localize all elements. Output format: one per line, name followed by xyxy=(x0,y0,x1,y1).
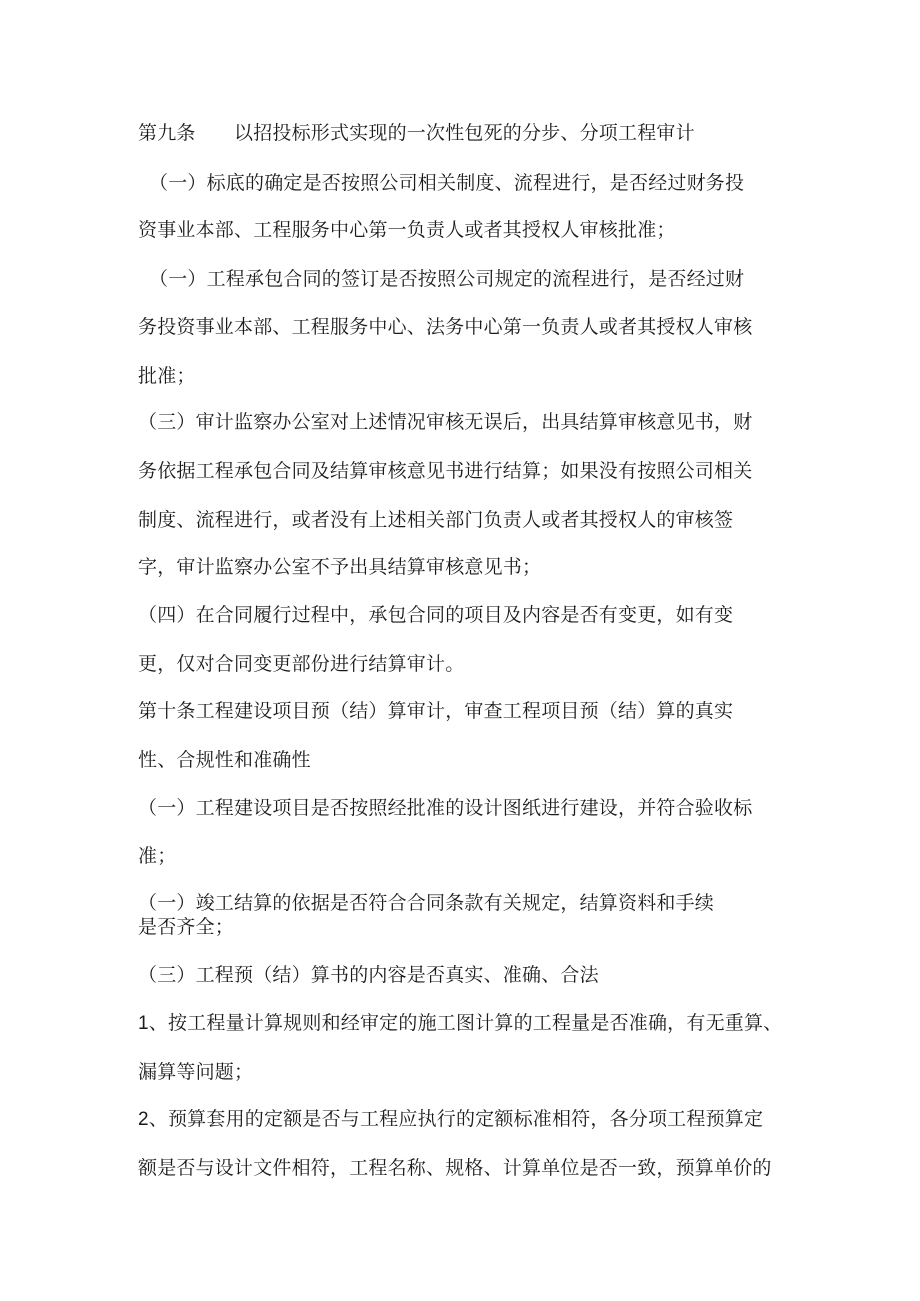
list-item-1: 1、按工程量计算规则和经审定的施工图计算的工程量是否准确，有无重算、 xyxy=(138,1013,783,1034)
paragraph-line: （一）工程建设项目是否按照经批准的设计图纸进行建设，并符合验收标 xyxy=(138,797,753,819)
paragraph-line: （一）标底的确定是否按照公司相关制度、流程进行，是否经过财务投 xyxy=(149,172,745,194)
paragraph-line: （一）竣工结算的依据是否符合合同条款有关规定，结算资料和手续 xyxy=(138,892,715,914)
paragraph-line: 是否齐全； xyxy=(138,916,235,938)
paragraph-line: （四）在合同履行过程中，承包合同的项目及内容是否有变更，如有变 xyxy=(138,604,734,626)
paragraph-line: 性、合规性和准确性 xyxy=(138,749,311,771)
paragraph-line: 字，审计监察办公室不予出具结算审核意见书； xyxy=(138,556,542,578)
article-10-heading: 第十条工程建设项目预（结）算审计，审查工程项目预（结）算的真实 xyxy=(138,700,734,722)
paragraph-line: 务依据工程承包合同及结算审核意见书进行结算；如果没有按照公司相关 xyxy=(138,460,753,482)
paragraph-line: 资事业本部、工程服务中心第一负责人或者其授权人审核批准； xyxy=(138,219,676,241)
paragraph-line: 批准； xyxy=(138,365,196,387)
paragraph-line: 漏算等问题； xyxy=(138,1061,254,1083)
paragraph-line: 准； xyxy=(138,845,177,867)
paragraph-line: （一）工程承包合同的签订是否按照公司规定的流程进行，是否经过财 xyxy=(149,268,745,290)
article-9-heading: 第九条 以招投标形式实现的一次性包死的分步、分项工程审计 xyxy=(138,122,695,144)
paragraph-line: 制度、流程进行，或者没有上述相关部门负责人或者其授权人的审核签 xyxy=(138,509,734,531)
paragraph-line: 更，仅对合同变更部份进行结算审计。 xyxy=(138,653,465,675)
paragraph-line: （三）工程预（结）算书的内容是否真实、准确、合法 xyxy=(138,964,599,986)
paragraph-line: 额是否与设计文件相符，工程名称、规格、计算单位是否一致，预算单价的 xyxy=(138,1157,772,1179)
paragraph-line: （三）审计监察办公室对上述情况审核无误后，出具结算审核意见书，财 xyxy=(138,411,753,433)
list-item-2: 2、预算套用的定额是否与工程应执行的定额标准相符，各分项工程预算定 xyxy=(138,1109,764,1130)
paragraph-line: 务投资事业本部、工程服务中心、法务中心第一负责人或者其授权人审核 xyxy=(138,316,753,338)
